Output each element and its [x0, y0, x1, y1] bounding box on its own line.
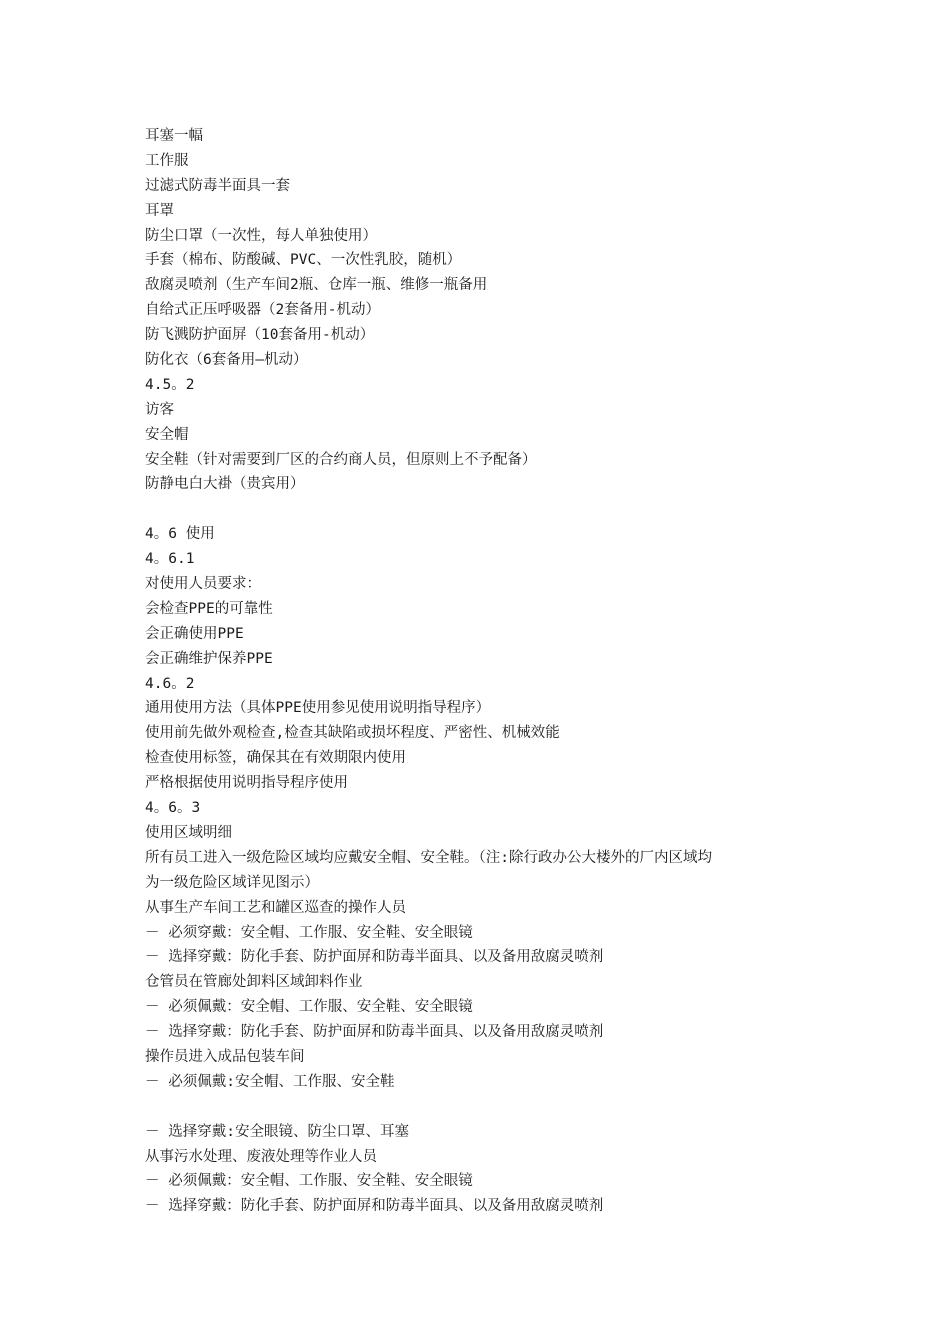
text-line: 从事污水处理、废液处理等作业人员 [145, 1148, 377, 1165]
text-line: 检查使用标签，确保其在有效期限内使用 [145, 750, 406, 767]
text-line: 防尘口罩（一次性，每人单独使用） [145, 227, 377, 244]
text-line: 从事生产车间工艺和罐区巡查的操作人员 [145, 899, 406, 916]
text-line: 安全鞋（针对需要到厂区的合约商人员，但原则上不予配备） [145, 451, 537, 468]
text-line: 通用使用方法（具体PPE使用参见使用说明指导程序） [145, 700, 491, 717]
blank-line [145, 497, 825, 522]
text-line: 安全帽 [145, 426, 189, 443]
text-line: 仓管员在管廊处卸料区域卸料作业 [145, 974, 363, 991]
text-line: 会正确使用PPE [145, 625, 244, 642]
text-line: － 选择穿戴:安全眼镜、防尘口罩、耳塞 [145, 1123, 409, 1140]
text-line: － 必须穿戴：安全帽、工作服、安全鞋、安全眼镜 [145, 924, 473, 941]
text-line: － 必须佩戴:安全帽、工作服、安全鞋 [145, 1073, 395, 1090]
text-line: 工作服 [145, 152, 189, 169]
text-line: 操作员进入成品包装车间 [145, 1048, 305, 1065]
text-line: 访客 [145, 401, 174, 418]
text-line: － 必须佩戴：安全帽、工作服、安全鞋、安全眼镜 [145, 1173, 473, 1190]
text-line: 手套（棉布、防酸碱、PVC、一次性乳胶，随机） [145, 252, 462, 269]
text-line: 耳罩 [145, 202, 174, 219]
text-line: 会检查PPE的可靠性 [145, 600, 273, 617]
text-line: 4。6。3 [145, 800, 201, 817]
text-line: 过滤式防毒半面具一套 [145, 177, 290, 194]
text-line: 会正确维护保养PPE [145, 650, 273, 667]
text-line: 对使用人员要求： [145, 576, 261, 593]
text-line: － 选择穿戴：防化手套、防护面屏和防毒半面具、以及备用敌腐灵喷剂 [145, 1198, 604, 1215]
text-line: 严格根据使用说明指导程序使用 [145, 775, 348, 792]
blank-line [145, 1095, 825, 1120]
text-line: 4.6。2 [145, 675, 195, 692]
text-line: 为一级危险区域详见图示） [145, 874, 319, 891]
text-line: 使用区域明细 [145, 824, 232, 841]
text-line: 使用前先做外观检查,检查其缺陷或损坏程度、严密性、机械效能 [145, 725, 560, 742]
text-line: 4。6.1 [145, 551, 195, 568]
document-body [145, 124, 825, 1219]
text-line: 防飞溅防护面屏（10套备用-机动） [145, 327, 375, 344]
text-line: 防化衣（6套备用—机动） [145, 352, 308, 369]
text-line: 防静电白大褂（贵宾用） [145, 476, 305, 493]
text-line: 耳塞一幅 [145, 128, 203, 144]
text-line: － 选择穿戴：防化手套、防护面屏和防毒半面具、以及备用敌腐灵喷剂 [145, 1024, 604, 1041]
text-line: － 必须佩戴：安全帽、工作服、安全鞋、安全眼镜 [145, 999, 473, 1016]
text-line: 敌腐灵喷剂（生产车间2瓶、仓库一瓶、维修一瓶备用 [145, 277, 488, 294]
text-line: 4。6 使用 [145, 526, 215, 543]
text-line: 所有员工进入一级危险区域均应戴安全帽、安全鞋。（注:除行政办公大楼外的厂内区域均 [145, 849, 712, 866]
text-line: 4.5。2 [145, 376, 195, 393]
text-line: 自给式正压呼吸器（2套备用-机动） [145, 302, 380, 319]
text-line: － 选择穿戴：防化手套、防护面屏和防毒半面具、以及备用敌腐灵喷剂 [145, 949, 604, 966]
